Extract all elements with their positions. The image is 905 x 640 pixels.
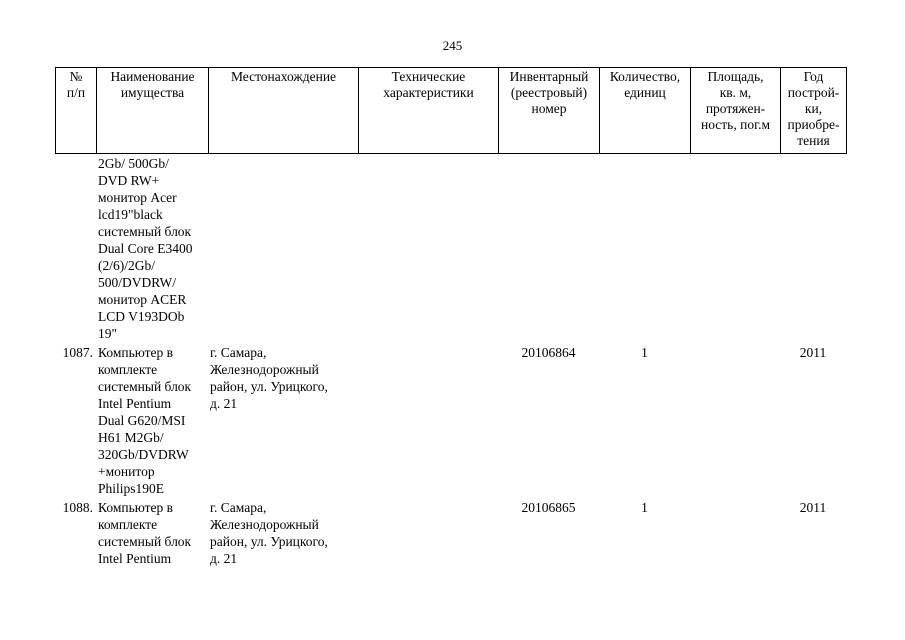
- row-year: 2011: [799, 345, 827, 360]
- text-line: район, ул. Урицкого,: [210, 379, 328, 394]
- text-line: ки,: [804, 101, 823, 116]
- row-location: [208, 155, 358, 342]
- row-specs: [358, 499, 498, 567]
- text-line: lcd19"black: [98, 207, 163, 222]
- text-line: 500/DVDRW/: [98, 275, 177, 290]
- header-area: [691, 68, 781, 154]
- text-line: H61 M2Gb/: [98, 430, 164, 445]
- text-line: Железнодорожный: [210, 362, 319, 377]
- row-location: [208, 344, 358, 497]
- text-line: (2/6)/2Gb/: [98, 258, 155, 273]
- text-line: 19": [98, 326, 118, 341]
- header-inventory: [499, 68, 600, 154]
- header-row: [56, 68, 847, 154]
- text-line: единиц: [624, 85, 666, 100]
- text-line: построй-: [787, 85, 840, 100]
- page-number: 245: [442, 38, 463, 53]
- text-line: ность, пог.м: [700, 117, 771, 132]
- text-line: Железнодорожный: [210, 517, 319, 532]
- row-name: [96, 155, 208, 342]
- row-area: [690, 155, 780, 342]
- text-line: DVD RW+: [98, 173, 160, 188]
- header-specs: [359, 68, 499, 154]
- text-line: монитор ACER: [98, 292, 187, 307]
- text-line: (реестровый): [510, 85, 588, 100]
- text-line: характеристики: [383, 85, 474, 100]
- table-row: [55, 499, 846, 567]
- text-line: Год: [803, 69, 824, 84]
- text-line: Intel Pentium: [98, 396, 172, 411]
- row-inventory: 20106864: [521, 345, 576, 360]
- row-year: 2011: [799, 500, 827, 515]
- table-body: [55, 155, 846, 567]
- row-location: [208, 499, 358, 567]
- text-line: системный блок: [98, 379, 192, 394]
- text-line: Philips190E: [98, 481, 165, 496]
- text-line: монитор Acer: [98, 190, 177, 205]
- text-line: 2Gb/ 500Gb/: [98, 156, 169, 171]
- header-quantity: [600, 68, 691, 154]
- row-inventory: [498, 155, 599, 342]
- text-line: системный блок: [98, 534, 192, 549]
- text-line: Местонахождение: [230, 69, 337, 84]
- text-line: номер: [531, 101, 567, 116]
- row-name: [96, 499, 208, 567]
- text-line: протяжен-: [705, 101, 766, 116]
- text-line: Наименование: [110, 69, 195, 84]
- text-line: имущества: [120, 85, 185, 100]
- table-row: [55, 344, 846, 497]
- text-line: комплекте: [98, 362, 158, 377]
- text-line: Intel Pentium: [98, 551, 172, 566]
- row-specs: [358, 344, 498, 497]
- text-line: Инвентарный: [509, 69, 589, 84]
- text-line: г. Самара,: [210, 500, 267, 515]
- text-line: приобре-: [787, 117, 840, 132]
- text-line: Dual G620/MSI: [98, 413, 186, 428]
- row-num: 1088.: [62, 500, 93, 515]
- row-area: [690, 344, 780, 497]
- header-num: [56, 68, 97, 154]
- text-line: +монитор: [98, 464, 155, 479]
- text-line: Площадь,: [707, 69, 764, 84]
- text-line: д. 21: [210, 396, 238, 411]
- row-quantity: [599, 155, 690, 342]
- text-line: 320Gb/DVDRW: [98, 447, 189, 462]
- header-location: [209, 68, 359, 154]
- row-specs: [358, 155, 498, 342]
- text-line: №: [69, 69, 83, 84]
- row-num: 1087.: [62, 345, 93, 360]
- row-quantity: 1: [641, 500, 648, 515]
- text-line: Технические: [391, 69, 466, 84]
- row-year: [780, 155, 846, 342]
- text-line: п/п: [66, 85, 86, 100]
- text-line: тения: [797, 133, 830, 148]
- row-quantity: 1: [641, 345, 648, 360]
- text-line: г. Самара,: [210, 345, 267, 360]
- text-line: комплекте: [98, 517, 158, 532]
- header-name: [97, 68, 209, 154]
- text-line: системный блок: [98, 224, 192, 239]
- row-area: [690, 499, 780, 567]
- header-year: [781, 68, 847, 154]
- row-name: [96, 344, 208, 497]
- table-header: [55, 67, 847, 154]
- text-line: LCD V193DOb: [98, 309, 185, 324]
- row-inventory: 20106865: [521, 500, 576, 515]
- table-row: [55, 155, 846, 342]
- text-line: Компьютер в: [98, 500, 174, 515]
- text-line: Компьютер в: [98, 345, 174, 360]
- text-line: Количество,: [609, 69, 681, 84]
- text-line: район, ул. Урицкого,: [210, 534, 328, 549]
- text-line: Dual Core E3400: [98, 241, 193, 256]
- row-num: [55, 155, 96, 342]
- text-line: кв. м,: [719, 85, 752, 100]
- text-line: д. 21: [210, 551, 238, 566]
